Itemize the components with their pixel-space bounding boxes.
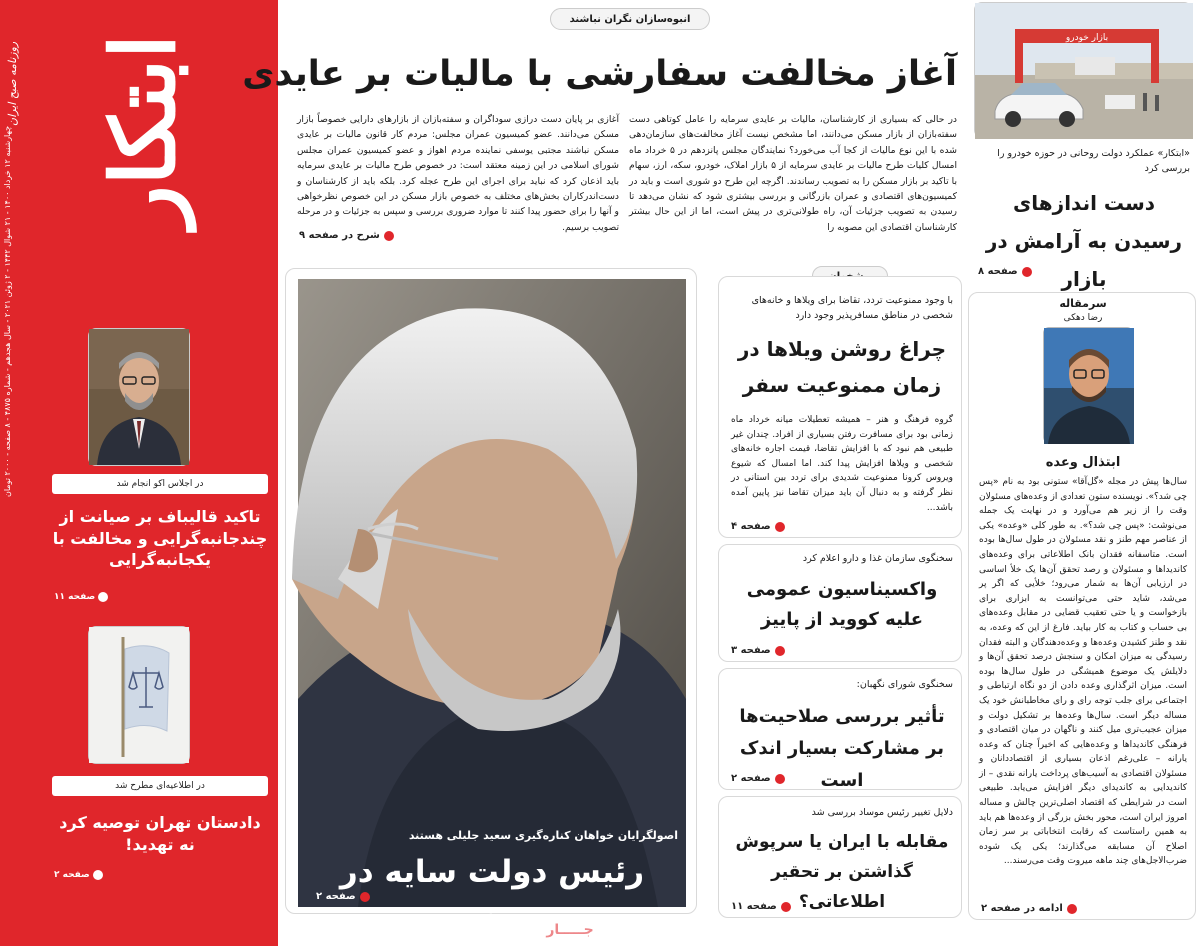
ghalibaf-headline[interactable]: تاکید قالیباف بر صیانت از چندجانبه‌گرایی و مخالفت با یکجانبه‌گرایی <box>52 507 268 570</box>
villas-headline[interactable]: چراغ روشن ویلاها در زمان ممنوعیت سفر <box>737 337 947 397</box>
editorial-author: رضا دهکی <box>1063 313 1103 323</box>
editorial-page-ref: ادامه در صفحه ۲ <box>981 903 1077 914</box>
masthead <box>0 0 278 946</box>
vaccine-page-ref: صفحه ۳ <box>731 645 785 656</box>
prosecutor-flag-photo <box>88 626 190 764</box>
preview-item-vaccine <box>718 544 962 662</box>
editorial-title[interactable]: ابتذال وعده <box>1045 455 1121 470</box>
newspaper-logo: ابتکار <box>91 34 195 228</box>
mossad-headline[interactable]: مقابله با ایران یا سرپوش گذاشتن بر تحقیر اطلاعاتی؟ <box>735 832 949 912</box>
top-story-column-right: در حالی که بسیاری از کارشناسان، مالیات بر عایدی سرمایه را عامل کوتاهی دست سفته‌بازان از بازار مسکن می‌دانند، اما مشخص نیست آغاز مخالفت‌های سازمان‌دهی شده با این نوع مالیات از کجا آب می‌خورد؟ نمایندگان مجلس پانزدهم در ۵ خرداد ماه امسال کلیات طرح مالیات بر عایدی سرمایه از ۵ بازار املاک، خودرو، سکه، ارز، سهام با تاکید بر بازار مسکن را به تصویب رساندند. اگرچه این طرح دو شوری است و باید در کمیسیون‌های اقتصادی و عمران بازرگانی و بررسی بیشتری شود که نشان می‌دهد تا رسیدن به تصویب جزئیات آن، راه طولانی‌تری در پیش است، اما از این حال بیشتر کارشناسان اقتصادی این مصوبه را <box>629 114 958 233</box>
preview-item-mossad <box>718 796 962 918</box>
villas-kicker: با وجود ممنوعیت تردد، تقاضا برای ویلاها و خانه‌های شخصی در مناطق مسافرپذیر وجود دارد <box>751 295 953 321</box>
villas-page-ref: صفحه ۴ <box>731 521 785 532</box>
guardian-headline[interactable]: تأثیر بررسی صلاحیت‌ها بر مشارکت بسیار اندک است <box>739 706 945 791</box>
market-story-card <box>968 0 1200 291</box>
ghalibaf-page-ref: صفحه ۱۱ <box>54 592 108 602</box>
author-photo <box>1043 327 1133 443</box>
prosecutor-caption: در اطلاعیه‌ای مطرح شد <box>52 776 268 796</box>
mossad-page-ref: صفحه ۱۱ <box>731 901 791 912</box>
vaccine-kicker: سخنگوی سازمان غذا و دارو اعلام کرد <box>802 553 953 564</box>
dateline: چهارشنبه ۱۲ خرداد ۱۴۰۰ - ۲۱ شوال ۱۴۴۲ - ۲ ژوئن ۲۰۲۱ - سال هجدهم - شماره ۴۸۷۵ - ۸ صفحه - ۲۰۰۰ تومان <box>3 126 12 498</box>
mossad-kicker: دلایل تغییر رئیس موساد بررسی شد <box>811 807 953 818</box>
vaccine-headline[interactable]: واکسیناسیون عمومی علیه کووید از پاییز <box>746 579 938 630</box>
top-story-page-ref: شرح در صفحه ۹ <box>299 230 394 241</box>
prosecutor-page-ref: صفحه ۲ <box>54 870 103 880</box>
editorial-body: سال‌ها پیش در مجله «گل‌آقا» ستونی بود به نام «پس چی شد؟». نویسنده ستون تعدادی از وعده‌های مسئولان وقت را از زیر هم می‌آورد و در نهایت یک جمله می‌نوشت: «پس چی شد؟». به طور کلی «وعده» یکی از عناصر مهم طنز و نقد مسئولان در طول سال‌ها بوده است. متاسفانه فقدان بانک اطلاعاتی برای وعده‌های کاندیداها و مسئولان و رصد تحقق آن‌ها یک خلأ اساسی در ارزیابی آن‌ها به شمار می‌رود؛ خلأیی که اگر پر می‌شد، شاید حتی می‌توانست به ابزاری برای بازخواست و یا حتی تعقیب قضایی در مقابل وعده‌های بی حساب و کتاب به کار بیاید. فارغ از این که وعده، به نقد و طنز کشیدن وعده‌ها و وعده‌دهندگان و البته فقدان رسیدگی به میزان امکان و سنجش درصد تحقق آن‌ها و دلایلش یک موضوع همیشگی در طول سال‌ها بوده است. میزان اثرگذاری وعده دادن از دو نگاه ارتباطی و اجتماعی برای جلب توجه رای و رای مخاطبانش خود یک مساله دیگر است. سال‌ها وعده‌ها بر تشکیل دولت و میزان عجیب‌تری میل کنند و ناگهان در میان اقتصادی و فرهنگی کاندیداها و وعده‌هایی که اخیراً چنان که وعده یارانه – علی‌رغم اذعان بسیاری از اقتصاددانان و مسئولان اقتصادی به آسیب‌های پرداخت یارانه نقدی – از کاندیدایی به کاندیدای دیگر افزایش می‌یابد. طبیعی است در شرایطی که اقتصاد اصلی‌ترین چالش و مساله امروز ایران است، محور بخش بزرگی از وعده‌ها هم باید به همین راستاست که رقابت انتخاباتی بر سر زمان اصلاح آن مسابقه می‌گذارند؛ یکی یک شوده ضرب‌الاجل‌های چند ماهه میروت وقت می‌رسند... <box>979 477 1187 867</box>
car-market-sign-text: بازار خودرو <box>1065 33 1109 43</box>
watermark: جـــــار <box>546 922 594 938</box>
preview-item-villas <box>718 276 962 538</box>
top-story-headline[interactable]: آغاز مخالفت سفارشی با مالیات بر عایدی <box>242 54 957 94</box>
preview-item-guardian-council <box>718 668 962 790</box>
ghalibaf-photo <box>88 328 190 466</box>
main-photo-headline[interactable]: رئیس دولت سایه در برزخ <box>339 854 645 936</box>
top-story-card <box>242 2 961 248</box>
guardian-page-ref: صفحه ۲ <box>731 773 785 784</box>
market-story-headline[interactable]: دست اندازهای رسیدن به آرامش در بازار <box>985 191 1183 291</box>
villas-body: گروه فرهنگ و هنر – همیشه تعطیلات میانه خرداد ماه زمانی بود برای مسافرت رفتن بسیاری از افراد. چندان غیر طبیعی هم نبود که با افزایش تقاضا، قیمت اجاره خانه‌های شخصی و ویلاها افزایش پیدا کند. اما امسال که شیوع ویروس کرونا ممنوعیت شدیدی برای تردد بین استانی در نظر گرفته و به دنبال آن باید میزان تقاضا نیز پایین آمده باشد... <box>731 415 953 513</box>
guardian-kicker: سخنگوی شورای نگهبان: <box>856 679 953 690</box>
top-story-kicker: انبوه‌سازان نگران نباشند <box>550 8 710 30</box>
main-photo-page-ref: صفحه ۲ <box>316 891 370 902</box>
ghalibaf-caption: در اجلاس اکو انجام شد <box>52 474 268 494</box>
editorial-card <box>968 292 1196 920</box>
top-story-column-left: آغازی بر پایان دست درازی سوداگران و سفته‌بازان از بازارهای دارایی خصوصاً بازار مسکن می‌دانند. عضو کمیسیون عمران مجلس: مردم کار قانون مالیات بر عایدی مسکن نباشند مجتبی یوسفی نماینده مردم اهواز و عضو کمیسیون عمران مجلس شورای اسلامی در این زمینه معتقد است: در خصوص طرح مالیات بر عایدی سرمایه باید اذعان کرد که نباید برای اجرای این طرح عجله کرد. بلکه باید از کارشناسان و دست‌اندرکاران بخش‌های مختلف به خصوص بازار مسکن در این خصوص نظرخواهی و آنها را برای حضور پیدا کنند تا موارد ضروری بررسی و سپس به جزئیات و در مرحله تصویب برسیم. <box>297 114 619 233</box>
market-story-page-ref: صفحه ۸ <box>978 266 1032 277</box>
market-story-caption: «ابتکار» عملکرد دولت روحانی در حوزه خودرو را بررسی کرد <box>997 148 1190 174</box>
main-photo-kicker: اصولگرایان خواهان کناره‌گیری سعید جلیلی هستند <box>408 829 678 842</box>
editorial-tab: سرمقاله <box>1059 297 1107 310</box>
car-market-photo <box>974 2 1192 138</box>
prosecutor-headline[interactable]: دادستان تهران توصیه کرد نه تهدید! <box>59 813 261 854</box>
newspaper-tagline: روزنامه صبح ایران <box>6 41 19 127</box>
